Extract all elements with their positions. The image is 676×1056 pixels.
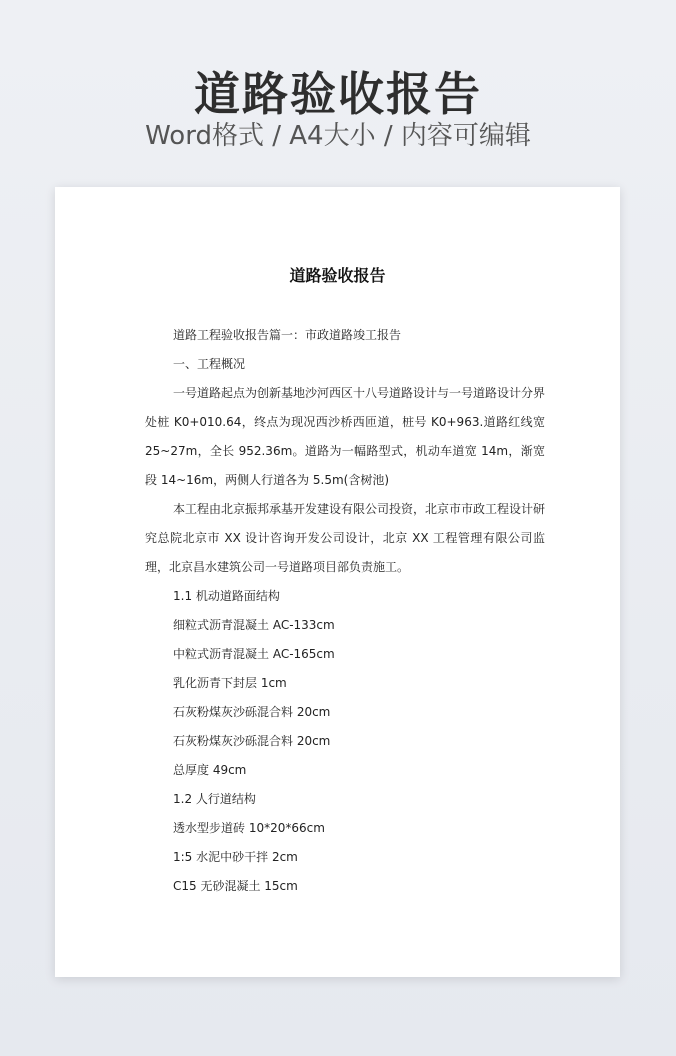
section-heading: 1.2 人行道结构 (173, 792, 256, 806)
document-page (55, 187, 620, 977)
list-item: 1:5 水泥中砂干拌 2cm (173, 850, 298, 864)
banner-title: 道路验收报告 (194, 67, 482, 121)
list-item: 透水型步道砖 10*20*66cm (173, 821, 325, 835)
document-title: 道路验收报告 (289, 266, 386, 285)
paragraph: 一号道路起点为创新基地沙河西区十八号道路设计与一号道路设计分界处桩 K0+010.64，终点为现况西沙桥西匝道，桩号 K0+963.道路红线宽 25~27m，全长 952.36m。道路为一幅路型式，机动车道宽 14m，渐宽段 14~16m，两侧人行道各为 5.5m(含树池) (145, 386, 546, 487)
list-item: 细粒式沥青混凝土 AC-133cm (173, 618, 335, 632)
paragraph: 本工程由北京振邦承基开发建设有限公司投资，北京市市政工程设计研究总院北京市 XX 设计咨询开发公司设计，北京 XX 工程管理有限公司监理，北京昌水建筑公司一号道路项目部负责施工。 (145, 502, 546, 574)
paragraph: 道路工程验收报告篇一：市政道路竣工报告 (173, 328, 402, 342)
banner-subtitle: Word格式 / A4大小 / 内容可编辑 (145, 121, 531, 151)
section-heading: 1.1 机动道路面结构 (173, 589, 280, 603)
list-item: 总厚度 49cm (173, 763, 247, 777)
list-item: 中粒式沥青混凝土 AC-165cm (173, 647, 335, 661)
list-item: C15 无砂混凝土 15cm (173, 879, 298, 893)
banner (0, 0, 676, 180)
list-item: 乳化沥青下封层 1cm (173, 676, 287, 690)
list-item: 石灰粉煤灰沙砾混合料 20cm (173, 705, 331, 719)
document-body (145, 321, 545, 901)
section-heading: 一、工程概况 (173, 357, 246, 371)
list-item: 石灰粉煤灰沙砾混合料 20cm (173, 734, 331, 748)
